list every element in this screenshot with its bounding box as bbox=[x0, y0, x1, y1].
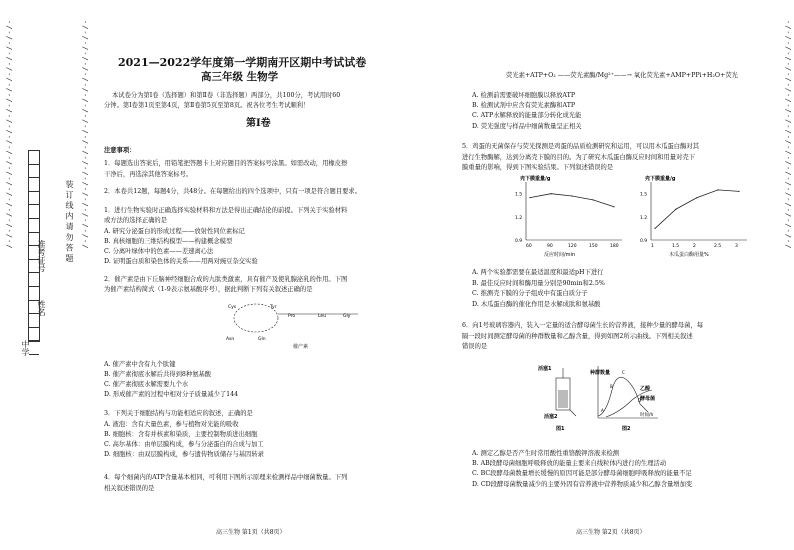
q3-opt-a: A. 液泡：含有大量色素，参与植物对光能的吸收 bbox=[104, 421, 239, 428]
x-tick-label: 3 bbox=[735, 244, 738, 249]
data-point bbox=[571, 195, 572, 196]
fig1-caption: 图1 bbox=[556, 426, 565, 432]
fig2-caption: 图2 bbox=[622, 426, 631, 432]
seal-notice: 装 订 线 内 请 勿 答 题 bbox=[65, 180, 74, 262]
q5-opt-c: C. 推测壳下膜的分子组成中有蛋白质分子 bbox=[472, 290, 588, 297]
binding-margin bbox=[0, 0, 92, 550]
q5-opt-b: B. 最佳反应时间和酶用量分别是90min和2.5% bbox=[472, 280, 605, 287]
q2-opt-d: D. 形成催产素的过程中相对分子质量减少了144 bbox=[104, 391, 239, 398]
x-tick-label: 150 bbox=[589, 244, 598, 249]
q3-opt-d: D. 细胞核：由双层膜构成，参与遗传物质储存与基因转录 bbox=[104, 451, 264, 458]
exam-subtitle: 高三年级 生物学 bbox=[201, 71, 279, 83]
note-2: 2．本卷共12题，每题4分，共48分。在每题给出的四个选项中，只有一项是符合题目要求。 bbox=[104, 188, 362, 195]
y-tick-label: 0.9 bbox=[640, 239, 648, 244]
cut-line-dots-inner: -/-/-/-/-/-/-/-/-/-/-/-/-/-/-/-/-/-/-/-/-/-/ bbox=[81, 20, 89, 250]
q6-stem-2: 隔一段时间测定酵母菌的种群数量和乙醇含量，得到如图2所示曲线。下列相关叙述 bbox=[462, 333, 693, 340]
label-school: 中学 bbox=[21, 340, 30, 356]
q6-stem-3: 错误的是 bbox=[462, 343, 488, 350]
valve-2-label: 活塞2 bbox=[544, 414, 558, 420]
x-tick-label: 90 bbox=[547, 244, 553, 249]
chart-enzyme-dose bbox=[631, 172, 751, 260]
q5-opt-d: D. 木瓜蛋白酶的催化作用是水解成肽和氨基酸 bbox=[472, 301, 601, 308]
q5-stem-3: 膜重量的影响，得到下图实验结果。下列叙述错误的是 bbox=[462, 164, 614, 171]
page-1 bbox=[98, 0, 420, 550]
q4-opt-d: D. 荧光强度与样品中细菌数量呈正相关 bbox=[472, 123, 582, 130]
q6-opt-c: C. BC段酵母菌数量增长缓慢的原因可能是部分酵母菌细胞呼吸释放的能量不足 bbox=[472, 470, 692, 477]
data-point bbox=[613, 206, 614, 207]
page-1-footer: 高三生物 第1页（共8页） bbox=[216, 529, 286, 536]
data-point bbox=[738, 191, 739, 192]
q2-stem: 2．催产素是由下丘脑神经细胞合成的九肽类激素，具有催产及使乳腺泌乳的作用。下图 bbox=[104, 276, 348, 283]
q6-stem: 6．向1号玻璃容器内，装入一定量的适合酵母菌生长的营养液，接种少量的酵母菌，每 bbox=[462, 322, 703, 329]
data-point bbox=[550, 193, 551, 194]
svg-text:Gln: Gln bbox=[258, 337, 266, 342]
q4-opt-b: B. 检测试剂中应含有荧光素酶和ATP bbox=[472, 102, 576, 109]
exam-title: 2021—2022学年度第一学期南开区期中考试试卷 bbox=[118, 56, 367, 69]
x-tick-label: 2.5 bbox=[714, 244, 722, 249]
q3-stem: 3．下列关于细胞结构与功能相适应的叙述，正确的是 bbox=[104, 410, 253, 417]
q2-opt-a: A. 催产素中含有九个肽键 bbox=[104, 361, 176, 368]
intro-line-1: 本试卷分为第Ⅰ卷（选择题）和第Ⅱ卷（非选择题）两部分，共100分，考试用时60 bbox=[112, 92, 341, 99]
q2-opt-c: C. 催产素彻底水解需要九个水 bbox=[104, 381, 189, 388]
q1-opt-c: C. 分离叶绿体中的色素——差速离心法 bbox=[104, 248, 214, 255]
q1-opt-d: D. 证明蛋白质和染色体的关系——用两对豌豆杂交实验 bbox=[104, 258, 258, 265]
svg-text:Tyr: Tyr bbox=[270, 305, 277, 310]
x-tick-label: 2 bbox=[693, 244, 696, 249]
yeast-figure bbox=[536, 360, 666, 436]
svg-text:Pro: Pro bbox=[288, 314, 296, 319]
fermenter-liquid bbox=[558, 390, 568, 408]
q4-stem: 4．每个细菌内的ATP含量基本相同，可利用下图所示原理来检测样品中细菌数量。下列 bbox=[104, 474, 348, 481]
q1-opt-b: B. 真核细胞的三维结构模型——构建概念模型 bbox=[104, 238, 233, 245]
q3-opt-c: C. 高尔基体：由单层膜构成，参与分泌蛋白的合成与加工 bbox=[104, 441, 264, 448]
q2-stem-2: 为催产素结构简式（1-9表示氨基酸序号），据此判断下列有关叙述正确的是 bbox=[104, 286, 313, 293]
q4-opt-a: A. 检测前需要破坏细胞膜以释放ATP bbox=[472, 92, 576, 99]
oxytocin-structure-figure bbox=[218, 296, 378, 358]
axis-population: 种群数量 bbox=[590, 370, 611, 376]
data-point bbox=[696, 197, 697, 198]
x-tick-label: 180 bbox=[610, 244, 619, 249]
x-axis-label: 反应时间/min bbox=[544, 252, 576, 258]
valve-1-label: 活塞1 bbox=[538, 366, 552, 372]
data-point bbox=[675, 209, 676, 210]
q4-stem-2: 相关叙述错误的是 bbox=[104, 485, 155, 492]
q1-opt-a: A. 研究分泌蛋白的形成过程——放射性同位素标记 bbox=[104, 228, 245, 235]
point-a: A bbox=[601, 408, 604, 413]
q6-opt-b: B. AB段酵母菌细胞呼吸释放的能量主要来自线粒体内进行的生理活动 bbox=[472, 460, 667, 467]
svg-text:Gly: Gly bbox=[343, 314, 351, 319]
q5-stem-2: 进行生物酶解，达到分离壳下膜的目的。为了研究木瓜蛋白酶反应时间和用量对壳下 bbox=[462, 154, 695, 161]
section-title: 第Ⅰ卷 bbox=[246, 118, 271, 129]
ethanol-label: 乙醇 bbox=[640, 386, 651, 392]
q5-stem: 5．鸡蛋的无菌保存与荧光探测是鸡蛋的品质检测研究和运用，可以用木瓜蛋白酶对其 bbox=[462, 143, 699, 150]
atp-equation: 荧光素+ATP+O₂ ——荧光素酶/Mg²⁺——→ 氧化荧光素+AMP+PPi+H₂O+荧光 bbox=[506, 72, 738, 79]
yeast-label: 酵母菌 bbox=[640, 396, 656, 402]
cut-line-dots: -/-/-/-/-/-/-/-/-/-/-/-/-/-/-/-/-/-/-/-/-/-/ bbox=[5, 20, 13, 250]
q1-stem-2: 或方法的选择正确的是 bbox=[104, 217, 167, 224]
x-tick-label: 1 bbox=[651, 244, 654, 249]
q2-opt-b: B. 催产素彻底水解后共得到8种氨基酸 bbox=[104, 371, 212, 378]
label-exam-no: 准考证号 bbox=[37, 240, 46, 272]
axis-time: 时间/h bbox=[640, 413, 654, 418]
y-tick-label: 0.9 bbox=[515, 239, 523, 244]
chart-title: 壳下膜重量/g bbox=[645, 176, 676, 182]
svg-text:Leu: Leu bbox=[318, 314, 327, 319]
intro-line-2: 分钟。第Ⅰ卷第1页至第4页，第Ⅱ卷第5页至第8页。祝各位考生考试顺利！ bbox=[104, 102, 310, 109]
point-b: B bbox=[610, 384, 613, 389]
q6-opt-d: D. CD段酵母菌数量减少的主要外因有营养液中营养物质减少和乙醇含量增加变 bbox=[472, 481, 693, 488]
data-point bbox=[592, 199, 593, 200]
data-point bbox=[654, 228, 655, 229]
right-cut-dots: -/-/-/-/-/-/-/-/-/-/-/-/-/-/-/-/-/-/-/-/-/-/ bbox=[784, 20, 792, 250]
x-tick-label: 120 bbox=[568, 244, 577, 249]
oxytocin-caption: 催产素 bbox=[293, 344, 309, 350]
x-tick-label: 1.5 bbox=[672, 244, 680, 249]
note-1: 1．每题选出答案后，用铅笔把答题卡上对应题目的答案标号涂黑。如需改动，用橡皮擦 bbox=[104, 160, 348, 167]
data-point bbox=[717, 189, 718, 190]
label-name: 姓名 bbox=[37, 300, 46, 316]
svg-text:Cys: Cys bbox=[228, 305, 237, 310]
data-point bbox=[529, 197, 530, 198]
chart-reaction-time bbox=[506, 172, 626, 260]
series-line bbox=[655, 190, 739, 229]
y-tick-label: 1.5 bbox=[640, 192, 648, 198]
page-2 bbox=[462, 0, 792, 550]
svg-text:Asn: Asn bbox=[226, 337, 235, 342]
q5-opt-a: A. 两个实验都需要在最适温度和最适pH下进行 bbox=[472, 269, 604, 276]
q6-opt-a: A. 测定乙醇是否产生时常用酸性重铬酸钾溶液来检测 bbox=[472, 450, 620, 457]
point-d: D bbox=[638, 398, 642, 403]
point-c: C bbox=[622, 370, 625, 375]
page-2-footer: 高三生物 第2页（共8页） bbox=[576, 529, 646, 536]
q3-opt-b: B. 细胞核：含有并核素和染质，主要控制物质进出细胞 bbox=[104, 431, 258, 438]
x-axis-label: 木瓜蛋白酶用量% bbox=[669, 252, 709, 258]
q4-opt-c: C. ATP水解释放的能量部分转化成光能 bbox=[472, 112, 582, 119]
note-1b: 干净后，再选涂其他答案标号。 bbox=[104, 171, 193, 178]
y-tick-label: 1.5 bbox=[515, 192, 523, 198]
right-cut-margin bbox=[780, 0, 794, 550]
x-tick-label: 60 bbox=[526, 244, 532, 249]
exam-number-boxes[interactable] bbox=[28, 150, 40, 342]
chart-title: 壳下膜重量/g bbox=[520, 176, 551, 182]
y-tick-label: 1.2 bbox=[515, 215, 523, 221]
y-tick-label: 1.2 bbox=[640, 215, 648, 221]
q1-stem: 1．进行生物实验时正确选择实验材料和方法是得出正确结论的前提。下列关于实验材料 bbox=[104, 207, 348, 214]
notes-title: 注意事项： bbox=[104, 147, 136, 154]
